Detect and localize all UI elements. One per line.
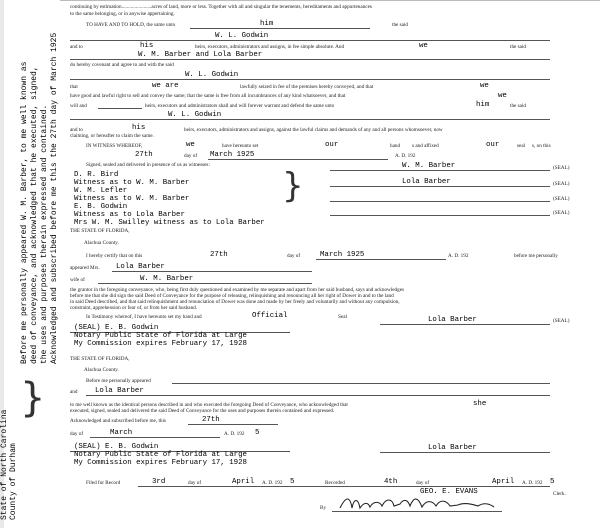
witness-mid: have hereunto set [222, 143, 259, 149]
grantors-names: W. M. Barber and Lola Barber [138, 51, 263, 59]
witness-ad: A. D. 192 [395, 153, 416, 159]
deputy-by: By [320, 505, 327, 511]
signature-2: Lola Barber [402, 178, 451, 186]
grantee-name-3: W. L. Godwin [168, 111, 222, 119]
ack1-para-2: before me that she did sign the said Deed of Conveyance for the purpose of releasing, relinquishing and renouncing all her right of Dower in and to the land [70, 293, 394, 299]
grantee-name-1: W. L. Godwin [215, 32, 269, 40]
deed-line-7: do hereby covenant and agree to and with the said [70, 62, 174, 68]
witness-hand: hand [390, 143, 401, 149]
deed-line-11-said: the said [510, 103, 526, 109]
witness-s2: s, on this [532, 143, 551, 149]
deed-line-11-him: him [476, 101, 490, 109]
deed-line-14: claiming, or hereafter to claim the same. [70, 133, 154, 139]
margin-brace: } [20, 375, 46, 421]
deed-line-1: continuing by estimation.......................acres of land, more or less. Together with all and singular the tenements, hereditaments and appurtenances [70, 4, 372, 10]
deed-line-5-said: the said [510, 44, 526, 50]
record-filed: Filed for Record [86, 480, 121, 486]
ack2-day: 27th [202, 416, 220, 424]
witness-brace: } [282, 166, 304, 206]
witness-we: we [186, 141, 195, 149]
ack1-appeared: appeared Mrs. [70, 265, 100, 271]
deed-line-5-we: we [419, 42, 428, 50]
ack2-para-2: executed, signed, sealed and delivered the said Deed of Conveyance for the uses and purposes therein contained and expressed. [70, 408, 335, 414]
ack2-year: 5 [255, 429, 260, 437]
witness-our: our [325, 141, 339, 149]
deed-line-5-his: his [140, 42, 154, 50]
witness-line-4: Mrs W. M. Swilley witness as to Lola Barber [74, 219, 265, 227]
ack2-state: THE STATE OF FLORIDA, [70, 356, 130, 362]
ack1-day-of: day of [287, 253, 301, 259]
record-day-2: 4th [384, 478, 398, 486]
deed-line-13-his: his [132, 124, 146, 132]
deed-line-9-weare: we are [152, 82, 179, 90]
ack2-day-of: day of [70, 431, 84, 437]
witness-label-2: Witness as to W. M. Barber [74, 195, 190, 203]
ack1-husband: W. M. Barber [140, 275, 194, 283]
habendum-said: the said [392, 22, 408, 28]
deed-line-10-we: we [498, 92, 507, 100]
ack2-notary-2: Notary Public State of Florida at Large [74, 451, 247, 459]
record-day-1: 3rd [152, 478, 166, 486]
margin-col3: the uses and purposes therein expressed and contained. [40, 104, 49, 364]
witness-clause: IN WITNESS WHEREOF, [86, 143, 143, 149]
record-year-1: 5 [290, 478, 295, 486]
record-month-2: April [492, 478, 515, 486]
deputy-signature [338, 494, 498, 514]
ack1-wife-of: wife of [70, 277, 85, 283]
ack2-and: and [70, 389, 78, 395]
seal-3: (SEAL) [553, 196, 570, 202]
seal-4: (SEAL) [553, 210, 570, 216]
witness-month: March 1925 [210, 151, 255, 159]
margin-col1: Before me personally appeared W. M. Barber, to me well known as [20, 61, 29, 364]
margin-county-line: County of Durham [9, 443, 18, 520]
record-year-2: 5 [550, 478, 555, 486]
ack1-testimony: In Testimony whereof, I have hereunto set my hand and [86, 314, 202, 320]
record-day-of: day of [188, 480, 202, 486]
page-top-edge [60, 0, 600, 1]
record-day-of-2: day of [416, 480, 430, 486]
witness-label-1: Witness as to W. M. Barber [74, 179, 190, 187]
deed-line-11-mid: heirs, executors and administrators shall and will forever warrant and defend the same unto [145, 103, 335, 109]
ack1-para-3: in said Deed described, and that said relinquishment and renunciation of Dower was done and made by her freely and voluntarily and without any compulsion, [70, 299, 400, 305]
ack2-ad: A. D. 192 [224, 431, 245, 437]
grantee-name-2: W. L. Godwin [185, 71, 239, 79]
ack1-certify: I hereby certify that on this [86, 253, 143, 259]
ack2-before: Before me personally appeared [86, 378, 151, 384]
witness-label-3: Witness as to Lola Barber [74, 211, 185, 219]
seal-1: (SEAL) [553, 165, 570, 171]
ack1-day: 27th [210, 251, 228, 259]
signed-sealed-delivered: Signed, sealed and delivered in presence of us as witnesses: [86, 162, 210, 168]
ack1-notary-3: My Commission expires February 17, 1928 [74, 340, 247, 348]
margin-col4: Acknowledged and subscribed before me this the 27th day of March 1925 [50, 32, 59, 364]
ack2-acknowledged: Acknowledged and subscribed before me, this [70, 418, 166, 424]
margin-col2: deed of conveyance, and acknowledged that he executed, signed, [30, 66, 39, 364]
ack1-seal: (SEAL) [553, 318, 570, 324]
ack2-name: Lola Barber [95, 387, 144, 395]
ack2-she: she [473, 400, 487, 408]
ack1-official: Official [252, 312, 288, 320]
clerk-label: Clerk. [553, 491, 566, 497]
deed-line-13-and: and to [70, 127, 83, 133]
ack1-notary-2: Notary Public State of Florida at Large [74, 332, 247, 340]
ack1-county: Alachua County. [84, 240, 119, 246]
ack1-signature: Lola Barber [428, 316, 477, 324]
record-ad-2: A. D. 192 [522, 480, 543, 486]
witness-our2: our [486, 141, 500, 149]
witness-name-3: E. B. Godwin [74, 203, 128, 211]
ack2-county: Alachua County. [84, 367, 119, 373]
seal-2: (SEAL) [553, 181, 570, 187]
ack1-state: THE STATE OF FLORIDA, [70, 228, 130, 234]
witness-seal: seal [517, 143, 526, 149]
ack2-para-1: to me well known as the identical persons described in and who executed the foregoing Deed of Conveyance, who acknowledged that [70, 402, 348, 408]
deed-line-13-mid: heirs, executors, administrators and assigns, against the lawful claims and demands of any and all persons whomsoever, now [184, 127, 443, 133]
deed-line-10: have good and lawful right to sell and convey the same; that the same is free from all incumbrances of any kind whatsoever, and that [70, 93, 346, 99]
ack1-before: before me personally [514, 253, 558, 259]
clerk-name: GEO. E. EVANS [420, 488, 478, 496]
ack1-notary-1: (SEAL) E. B. Godwin [74, 324, 159, 332]
record-month-1: April [232, 478, 255, 486]
deed-line-11-will: will and [70, 103, 87, 109]
signature-1: W. M. Barber [402, 162, 456, 170]
witness-name-2: W. M. Lefler [74, 187, 128, 195]
ack1-para-4: constraint, apprehension or fear of, or from her said husband. [70, 305, 198, 311]
ack2-signature: Lola Barber [428, 444, 477, 452]
witness-s: s and affixed [412, 143, 439, 149]
ack1-seal-word: Seal [338, 314, 347, 320]
ack2-month: March [110, 429, 133, 437]
ack2-notary-1: (SEAL) E. B. Godwin [74, 443, 159, 451]
deed-line-9-we: we [480, 82, 489, 90]
deed-line-9-that: that [70, 84, 78, 90]
record-ad: A. D. 192 [262, 480, 283, 486]
ack1-ad: A. D. 192 [448, 253, 469, 259]
record-recorded: Recorded [325, 480, 345, 486]
ack1-para-1: the grantor in the foregoing conveyance, who, being first duly questioned and examined by me separate and apart from her said husband, says and acknowledges [70, 287, 405, 293]
deed-line-5-and: and to [70, 44, 83, 50]
witness-day-of: day of [184, 153, 198, 159]
habendum-label: TO HAVE AND TO HOLD, the same unto [86, 22, 176, 28]
ack2-notary-3: My Commission expires February 17, 1928 [74, 459, 247, 467]
witness-name-1: D. R. Bird [74, 171, 119, 179]
margin-state-line: State of North Carolina [0, 409, 9, 520]
witness-day: 27th [135, 151, 153, 159]
ack1-month: March 1925 [320, 251, 365, 259]
habendum-him: him [260, 20, 274, 28]
deed-line-9-mid: lawfully seized in fee of the premises hereby conveyed, and that [240, 84, 374, 90]
deed-line-5-mid: heirs, executors, administrators and assigns, in fee simple absolute. And [195, 44, 345, 50]
deed-line-2: to the same belonging, or in anywise appertaining. [70, 11, 175, 17]
ack1-wife-name: Lola Barber [116, 263, 165, 271]
